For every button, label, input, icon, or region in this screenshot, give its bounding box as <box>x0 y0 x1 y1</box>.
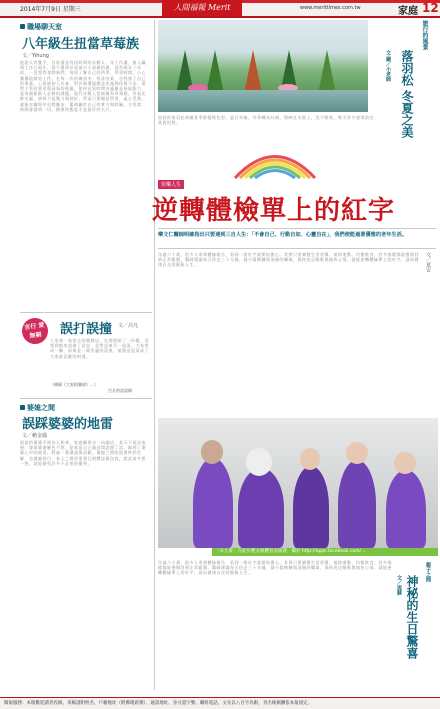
section-name: 家庭 <box>398 6 418 17</box>
photo-tree <box>206 50 224 94</box>
photo-person-head <box>246 448 272 476</box>
photo-pond <box>158 90 368 112</box>
page-number: 12 <box>422 1 439 15</box>
photo-person <box>386 470 426 548</box>
article-body-workplace: 他說人有雙手，目前還是有段時間的年輕人，年工作讓，進入職場工作已兩年，從不遲到早退卻小小事務的做，這些兩年三年的，一直想我發問新問，每項了解自己的所學，學習時間，小心翼翼地開始工作，在每一次的練習中，找尋答案，也找到了自己的專業。上班族初入社會，對於新環境總是充滿期待與不安，面對主管的要求與同事的相處，如何在短時間內適應並展現能力，是每個新鮮人必修的課題。現代年輕人常被稱為草莓族，外表光鮮亮麗，卻經不起壓力與挫折，然而只要願意學習、虛心受教，就能在職場中站穩腳步，累積屬於自己的實力與經驗。主管說：時間會證明一切，踏實的態度才是最好的名片。 <box>20 60 146 112</box>
headline-rule <box>158 228 436 229</box>
submission-footer: 閱報服務：本版歡迎讀者投稿，來稿請附姓名、戶籍地址（附郵遞區號）、通訊地址、身分證字號、聯絡電話，文長以八百字為限，刊出後稿酬依本報規定。 <box>0 697 440 709</box>
column-divider <box>154 20 155 690</box>
article-author-inlaw: 文／賴金鳳 <box>22 433 48 439</box>
main-author: 文／夏安 <box>425 252 431 272</box>
column-label-workplace: 職場聊天室 <box>20 22 62 32</box>
photo-person-head <box>201 440 223 464</box>
article-signature: 呂凡的話語錄 <box>108 388 132 393</box>
deck-rule <box>158 248 436 249</box>
article-body-inlaw: 阿富的婆婆平時待人和善，家庭關係也一向融洽，某天下班回家後，發現婆婆臉色不對，原來是自己無意間說錯了話，踩到了婆婆心中的地雷。經過一番溝通與道歉，婆媳之間的誤會終於化解，也讓她明白，家人之間更需要互相體諒與包容，說話前多想一想，就能避免許多不必要的衝突。 <box>20 440 146 466</box>
main-body-continued: 年過六十歲，很多人拿到體檢報告，看到一排紅字就開始擔心。其實只要調整生活習慣、規律運動、均衡飲食，許多指標都能慢慢回到正常範圍。醫師建議每天快走三十分鐘，減少精緻糖與油脂的攝取，保持充足睡眠與愉快心情，就能逆轉體檢單上的紅字，迎向健康自在的銀髮人生。 <box>158 560 392 576</box>
article-title-birthday: 神秘的生日驚喜 <box>405 575 419 659</box>
article-author-birthday: 文／流蘇 <box>396 575 402 595</box>
bullet-icon <box>20 405 25 410</box>
section-divider-2 <box>20 398 152 399</box>
site-url: www.merittimes.com.tw <box>300 5 361 11</box>
photo-person-head <box>300 448 320 470</box>
photo-person <box>238 468 284 548</box>
article-title-inlaw: 誤踩婆婆的地雷 <box>22 417 114 432</box>
article-author-mistake: 文／呂凡 <box>118 323 139 329</box>
feature-label-travel: 旅行的風景 <box>421 20 428 50</box>
article-label-family: 親子之間 <box>425 562 431 582</box>
feature-author: 文‧圖／小老師 <box>385 50 391 82</box>
section-divider <box>20 312 152 313</box>
photo-person <box>193 458 233 548</box>
rainbow-decoration <box>230 140 320 180</box>
photo-caption: 「永元會」在此年輕女組體育表演會，攝於 http://apps.facebook.com/... <box>212 548 438 556</box>
photo-tree <box>318 50 336 94</box>
photo-person <box>293 466 329 548</box>
photo-bald-cypress <box>158 20 368 112</box>
newspaper-logo: 人間福報 Merit <box>162 0 242 16</box>
badge-heart: 言行 愛無窮 <box>20 316 49 345</box>
photo-person-head <box>346 442 368 464</box>
bullet-icon <box>20 24 25 29</box>
feature-title-cypress: 落羽松 冬夏之美 <box>400 50 414 139</box>
article-title-workplace: 八年級生扭當草莓族 <box>22 37 140 52</box>
issue-date: 2014年7月9日 星期三 <box>20 6 81 13</box>
main-headline: 逆轉體檢單上的紅字 <box>152 196 396 226</box>
photo-person-head <box>394 452 416 474</box>
photo-tree <box>244 50 262 94</box>
article-body-mistake: 大家到一家常去的簡餐店，在那裡點了一份餐，沒想到廚房誤會了意思，竟然送來另一道菜，大家笑成一團，原來是一場美麗的誤會，最後這道菜成了大家最喜歡的料理。 <box>50 338 149 359</box>
photo-seniors-exercise <box>158 418 438 548</box>
column-label-inlaw: 婆媳之間 <box>20 403 55 413</box>
article-title-mistake: 誤打誤撞 <box>60 322 113 337</box>
main-body: 年過六十歲，很多人拿到體檢報告，看到一排紅字就開始擔心。其實只要調整生活習慣、規律運動、均衡飲食，許多指標都能慢慢回到正常範圍。醫師建議每天快走三十分鐘，減少精緻糖與油脂的攝取，保持充足睡眠與愉快心情，就能逆轉體檢單上的紅字，迎向健康自在的銀髮人生。 <box>158 252 419 268</box>
article-note: （摘錄《大家俱樂部》…） <box>50 382 98 387</box>
article-author-workplace: 文／Yihung <box>22 53 49 59</box>
photo-person <box>338 460 376 548</box>
kicker-tag: 快樂人生 <box>158 180 184 189</box>
main-deck: 樂文仁醫師明確指出只要達到三自人生：「不會自己、行動自如、心靈自在」，我們便能過著優雅的老年生活。 <box>158 232 407 238</box>
feature-body: 南投的落羽松林隨著季節變換色彩，夏日翠綠，冬季轉為紅褐，倒映在水面上，美不勝收，吸引許多遊客前往欣賞拍照。 <box>158 115 374 126</box>
